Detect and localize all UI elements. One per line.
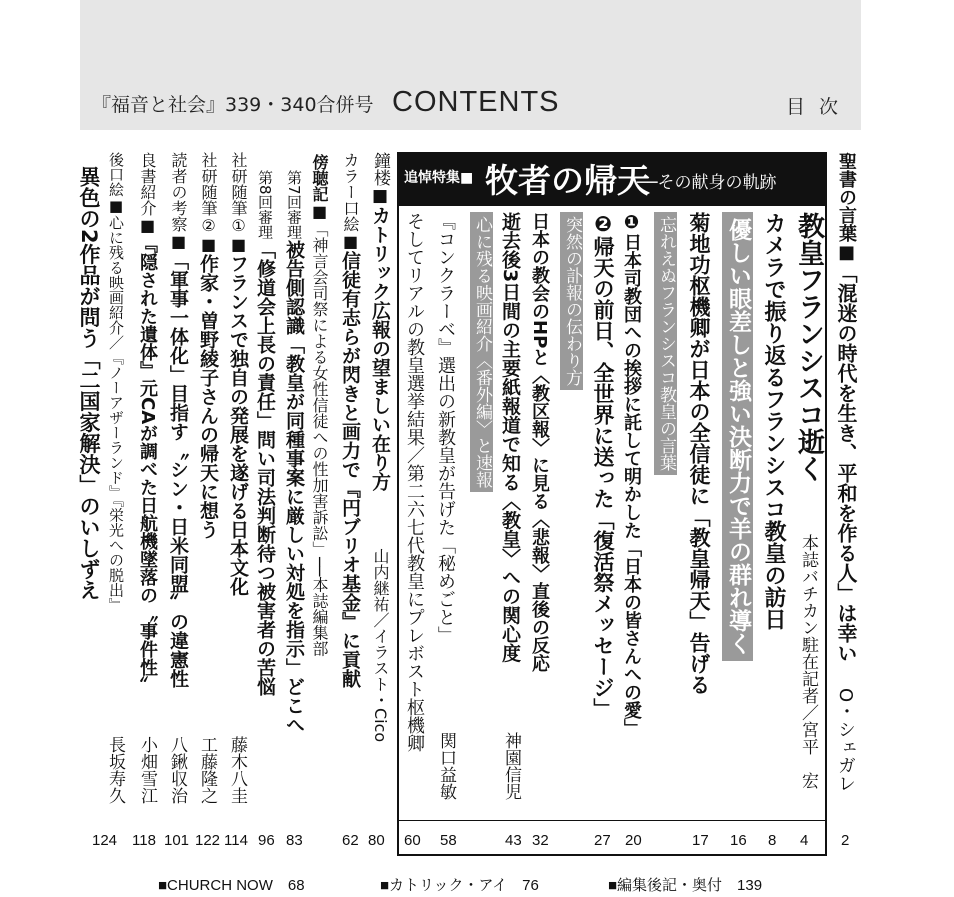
entry-title: 「神言会司祭による女性信徒への性加害訴訟」──本誌編集部 xyxy=(310,221,329,657)
page-number: 4 xyxy=(800,832,809,849)
toc-entry[interactable] xyxy=(255,170,274,696)
feature-page-divider xyxy=(397,820,827,821)
page-number: 20 xyxy=(625,832,642,849)
entry-author: 本誌バチカン駐在記者／宮平 宏 xyxy=(798,534,818,789)
page-number: 118 xyxy=(132,832,156,849)
mokuji-label: 目次 xyxy=(786,96,853,118)
issue-label: 『福音と社会』339・340合併号 xyxy=(92,94,374,116)
page-number: 80 xyxy=(368,832,385,849)
entry-author: 神園信児 xyxy=(501,732,521,800)
entry-author: 工藤隆之 xyxy=(197,736,217,804)
page-number: 62 xyxy=(342,832,359,849)
entry-author: 関口益敏 xyxy=(436,732,456,800)
page-number: 32 xyxy=(532,832,549,849)
section-label: 突然の訃報の伝わり方 xyxy=(560,212,583,390)
toc-entry-title[interactable]: 『コンクラーベ』選出の新教皇が告げた「秘めごと」 xyxy=(435,212,456,644)
feature-title: 牧者の帰天 xyxy=(485,161,650,200)
entry-author: 山内継祐／イラスト・Cico xyxy=(371,548,390,743)
entry-title: 作家・曽野綾子さんの帰天に想う xyxy=(197,254,219,539)
entry-label: 後口絵■ xyxy=(107,152,125,215)
entry-label: 読者の考察■ xyxy=(169,152,188,251)
toc-entry-title[interactable]: 逝去後3日間の主要紙報道で知る〈教皇〉への関心度 xyxy=(499,212,521,663)
toc-entry-title[interactable]: カメラで振り返るフランシスコ教皇の訪日 xyxy=(761,212,786,630)
entry-author: 八鍬収治 xyxy=(167,736,187,804)
toc-entry[interactable] xyxy=(198,152,217,539)
page-number: 43 xyxy=(505,832,522,849)
toc-entry-title[interactable]: 日本の教会のHPと〈教区報〉に見る〈悲報〉直後の反応 xyxy=(529,212,550,673)
entry-title: 信徒有志らが閃きと画力で『円ブリオ基金』に貢献 xyxy=(339,251,361,688)
toc-entry[interactable] xyxy=(836,152,856,663)
toc-entry[interactable] xyxy=(228,152,247,596)
toc-entry-title[interactable]: 優しい眼差しと強い決断力で羊の群れ導く xyxy=(722,212,753,661)
toc-entry[interactable] xyxy=(108,152,123,613)
toc-entry-title[interactable]: 菊地功枢機卿が日本の全信徒に「教皇帰天」告げる xyxy=(687,212,711,695)
section-label: 忘れえぬフランシスコ教皇の言葉 xyxy=(654,212,677,475)
entry-title: カトリック広報の望ましい在り方 xyxy=(369,206,391,491)
page-number: 114 xyxy=(224,832,248,849)
page-number: 101 xyxy=(164,832,190,849)
entry-title: 被告側認識「教皇が同種事案に厳しい対処を指示」どこへ xyxy=(283,239,305,734)
footer-editorial[interactable]: ■編集後記・奥付 139 xyxy=(608,877,763,894)
entry-label: 良書紹介■ xyxy=(138,152,157,235)
page-number: 2 xyxy=(841,832,850,849)
entry-author: O・シェガレ xyxy=(835,688,856,793)
footer-catholic-eye[interactable]: ■カトリック・アイ 76 xyxy=(380,877,539,894)
toc-entry-title[interactable]: ❷帰天の前日、全世界に送った「復活祭メッセージ」 xyxy=(591,212,615,719)
toc-entry[interactable] xyxy=(370,152,389,491)
toc-entry[interactable] xyxy=(284,170,303,734)
entry-title: 心に残る映画紹介／『ノーアザーランド』『栄光への脱出』 xyxy=(107,215,125,613)
entry-author: 長坂寿久 xyxy=(105,736,125,804)
toc-entry[interactable] xyxy=(340,152,359,688)
page-number: 122 xyxy=(195,832,221,849)
entry-title: フランスで独自の発展を遂げる日本文化 xyxy=(227,254,249,596)
entry-label: 傍聴記■ xyxy=(310,154,329,221)
page-number: 96 xyxy=(258,832,275,849)
entry-label: 第7回審理 xyxy=(285,170,303,240)
entry-title: 「修道会上長の責任」問い司法判断待つ被害者の苦悩 xyxy=(254,239,276,696)
toc-entry-title[interactable]: 教皇フランシスコ逝く xyxy=(793,212,824,482)
page-number: 8 xyxy=(768,832,777,849)
toc-entry-title[interactable]: そしてリアルの教皇選挙結果／第二六七代教皇にプレボスト枢機卿 xyxy=(404,212,425,752)
toc-entry[interactable] xyxy=(138,152,156,694)
entry-label: 第8回審理 xyxy=(256,170,274,240)
entry-author: 藤木八圭 xyxy=(227,736,247,804)
entry-title: 「軍事一体化」目指す〝シン・日米同盟〟の違憲性 xyxy=(167,251,189,688)
entry-author: 小畑雪江 xyxy=(137,736,157,804)
toc-entry-title[interactable]: ❶日本司教団への挨拶に託して明かした「日本の皆さんへの愛」 xyxy=(621,212,642,737)
toc-entry[interactable] xyxy=(168,152,187,688)
entry-label: 社研随筆①■ xyxy=(229,152,248,254)
page-number: 58 xyxy=(440,832,457,849)
contents-title: CONTENTS xyxy=(392,86,560,118)
page-number: 83 xyxy=(286,832,303,849)
toc-entry-title[interactable]: 異色の2作品が問う「二国家解決」のいしずえ xyxy=(77,166,101,601)
page-number: 16 xyxy=(730,832,747,849)
page-number: 60 xyxy=(404,832,421,849)
page-number: 27 xyxy=(594,832,611,849)
footer-church-now[interactable]: ■CHURCH NOW 68 xyxy=(158,877,305,894)
entry-title: 「混迷の時代を生き、平和を作る人」は幸い xyxy=(834,263,858,663)
page-number: 17 xyxy=(692,832,709,849)
feature-title-bar xyxy=(397,152,827,206)
entry-label: 聖書の言葉■ xyxy=(836,152,857,263)
page-number: 124 xyxy=(92,832,118,849)
feature-tag: 追悼特集■ xyxy=(404,170,474,186)
entry-label: 社研随筆②■ xyxy=(199,152,218,254)
entry-title: 『隠された遺体』元CAが調べた日航機墜落の〝事件性〟 xyxy=(137,235,158,695)
entry-label: 鐘楼■ xyxy=(370,152,390,206)
toc-entry[interactable] xyxy=(311,152,327,656)
entry-label: カラー口絵■ xyxy=(341,152,360,251)
feature-subtitle: ──その献身の軌跡 xyxy=(637,173,777,193)
section-label: 心に残る映画紹介〈番外編〉と速報 xyxy=(470,212,493,492)
